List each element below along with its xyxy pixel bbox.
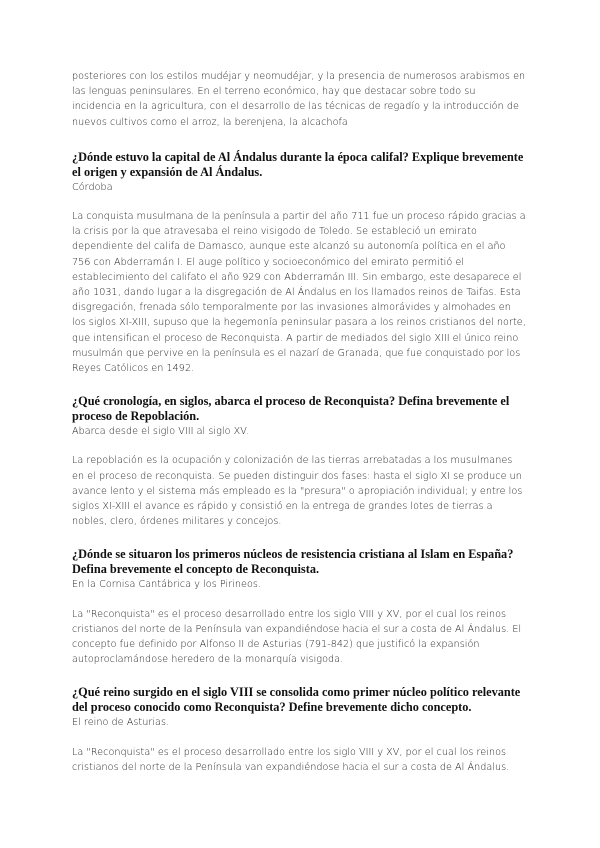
- question-2: ¿Qué cronología, en siglos, abarca el proceso de Reconquista? Defina brevemente el proceso de Repoblación.: [72, 394, 510, 424]
- body-3: La "Reconquista" es el proceso desarrollado entre los siglo VIII y XV, por el cual los reinos cristianos del norte de la Península van expandiéndose hacia el sur a costa de Al Ándalus. El concepto fue definido por Alfonso II de Asturias (791-842) que justificó la expansión autoproclamándose heredero de la monarquía visigoda.: [72, 608, 522, 666]
- question-4: ¿Qué reino surgido en el siglo VIII se consolida como primer núcleo político relevante del proceso conocido como Reconquista? Define brevemente dicho concepto.: [72, 685, 521, 715]
- answer-2: Abarca desde el siglo VIII al siglo XV.: [72, 426, 249, 438]
- question-1: ¿Dónde estuvo la capital de Al Ándalus durante la época califal? Explique brevemente el origen y expansión de Al Ándalus.: [72, 149, 524, 179]
- body-2: La repoblación es la ocupación y colonización de las tierras arrebatadas a los musulmanes en el proceso de reconquista. Se pueden distinguir dos fases: hasta el siglo XI se produce un avance lento y el sistema más empleado es la "presura" o apropiación individual; y entre los siglos XI-XIII el avance es rápido y consistió en la entrega de grandes lotes de tierras a nobles, clero, órdenes militares y concejos.: [72, 455, 523, 528]
- intro-paragraph: posteriores con los estilos mudéjar y neomudéjar, y la presencia de numerosos arabismos en las lenguas peninsulares. En el terreno económico, hay que destacar sobre todo su incidencia en la agricultura, con el desarrollo de las técnicas de regadío y la introducción de nuevos cultivos como el arroz, la berenjena, la alcachofa: [72, 71, 526, 128]
- body-1: La conquista musulmana de la península a partir del año 711 fue un proceso rápido gracias a la crisis por la que atravesaba el reino visigodo de Toledo. Se estableció un emirato dependiente del califa de Damasco, aunque este alcanzó su autonomía política en el año 756 con Abderramán I. El auge político y socioeconómico del emirato permitió el establecimiento del califato el año 929 con Abderramán III. Sin embargo, este desaparece el año 1031, dando lugar a la disgregación de Al Ándalus en los llamados reinos de Taifas. Esta disgregación, frenada sólo temporalmente por las invasiones almorávides y almohades en los siglos XI-XIII, supuso que la hegemonía peninsular pasara a los reinos cristianos del norte, que intensifican el proceso de Reconquista. A partir de mediados del siglo XIII el único reino musulmán que pervive en la península es el nazarí de Granada, que fue conquistado por los Reyes Católicos en 1492.: [72, 211, 526, 375]
- question-3: ¿Dónde se situaron los primeros núcleos de resistencia cristiana al Islam en España? Defina brevemente el concepto de Reconquista.: [72, 547, 514, 577]
- section-4: [72, 685, 526, 775]
- body-4: La "Reconquista" es el proceso desarrollado entre los siglo VIII y XV, por el cual los reinos cristianos del norte de la Península van expandiéndose hacia el sur a costa de Al Ándalus.: [72, 746, 510, 773]
- section-1: [72, 150, 526, 376]
- answer-4: El reino de Asturias.: [72, 717, 170, 729]
- section-3: [72, 547, 526, 667]
- answer-1: Córdoba: [72, 181, 113, 193]
- section-2: [72, 394, 526, 529]
- answer-3: En la Cornisa Cantábrica y los Pirineos.: [72, 579, 262, 591]
